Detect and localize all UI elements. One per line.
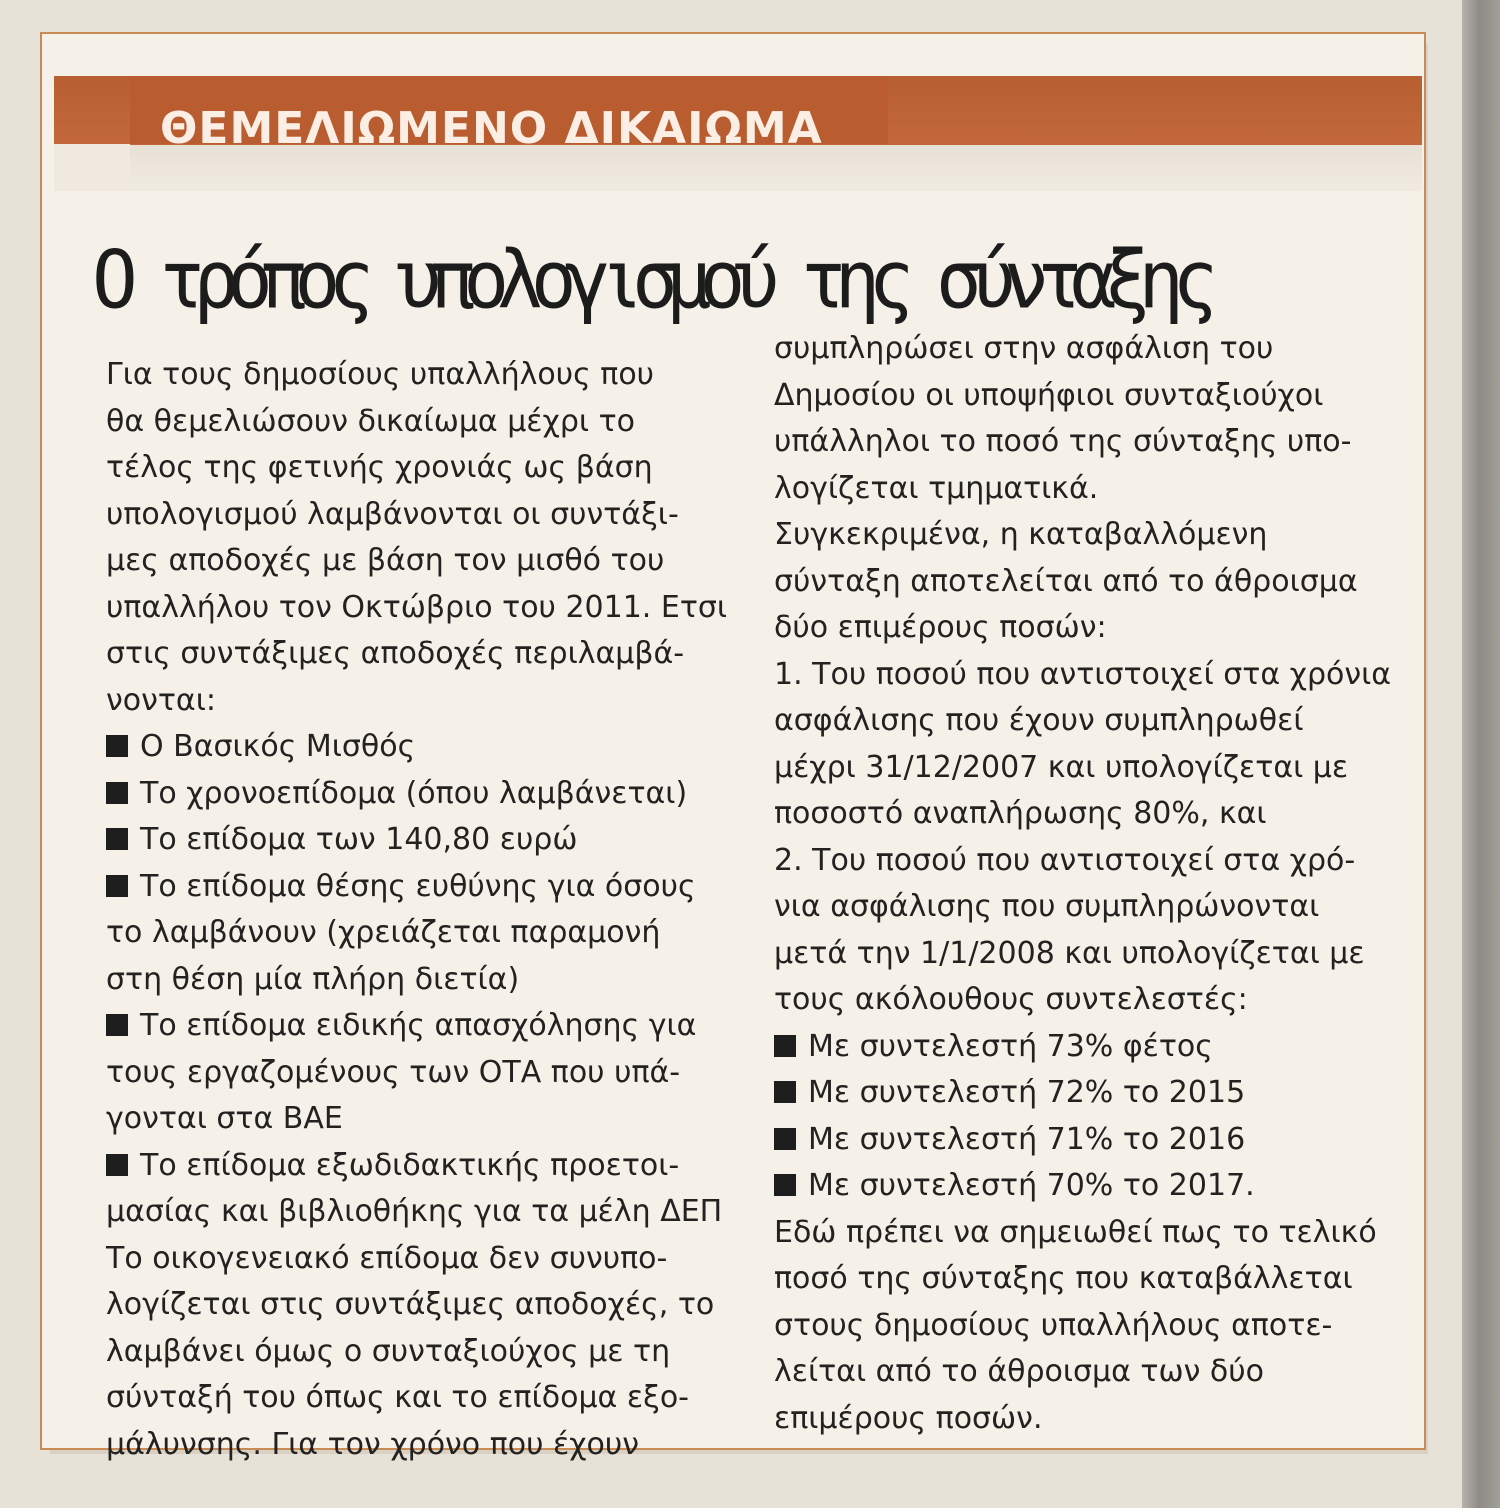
body-line — [774, 698, 1424, 745]
kicker-label: ΘΕΜΕΛΙΩΜΕΝΟ ΔΙΚΑΙΩΜΑ — [160, 103, 823, 154]
body-line — [774, 884, 1424, 931]
line-text: θα θεμελιώσουν δικαίωμα μέχρι το — [106, 403, 635, 439]
line-text: 2. Του ποσού που αντιστοιχεί στα χρό- — [774, 842, 1356, 878]
line-text: μάλυνσης. Για τον χρόνο που έχουν — [106, 1426, 640, 1462]
body-line — [106, 1329, 756, 1376]
line-text: Το επίδομα ειδικής απασχόλησης για — [140, 1008, 697, 1043]
line-text: Ο Βασικός Μισθός — [140, 729, 416, 764]
bullet-line — [774, 1163, 1424, 1210]
body-line — [106, 492, 756, 539]
line-text: συμπληρώσει στην ασφάλιση του — [774, 331, 1274, 366]
body-line — [106, 445, 756, 492]
bullet-line — [106, 1003, 756, 1050]
body-line — [774, 791, 1424, 838]
body-line — [774, 977, 1424, 1024]
line-text: στους δημοσίους υπαλλήλους αποτε- — [774, 1307, 1333, 1343]
line-text: δύο επιμέρους ποσών: — [774, 610, 1107, 645]
body-line — [106, 1050, 756, 1097]
line-text: ασφάλισης που έχουν συμπληρωθεί — [774, 703, 1304, 738]
bullet-line — [106, 771, 756, 818]
line-text: υπάλληλοι το ποσό της σύνταξης υπο- — [774, 424, 1352, 459]
headline: Ο τρόπος υπολογισμού της σύνταξης — [92, 232, 1206, 327]
body-line — [106, 1375, 756, 1422]
line-text: ποσό της σύνταξης που καταβάλλεται — [774, 1261, 1353, 1296]
body-line — [106, 957, 756, 1004]
line-text: Το οικογενειακό επίδομα δεν συνυπο- — [106, 1240, 668, 1276]
line-text: Το επίδομα θέσης ευθύνης για όσους — [140, 868, 696, 904]
line-text: λείται από το άθροισμα των δύο — [774, 1354, 1264, 1389]
body-line — [106, 352, 756, 399]
body-line — [774, 373, 1424, 420]
line-text: Με συντελεστή 70% το 2017. — [808, 1168, 1255, 1203]
line-text: σύνταξή του όπως και το επίδομα εξο- — [106, 1380, 689, 1415]
kicker-notch — [54, 144, 130, 191]
page-gutter-shadow — [1462, 0, 1500, 1508]
square-bullet-icon — [106, 875, 128, 897]
body-line — [774, 1256, 1424, 1303]
square-bullet-icon — [106, 782, 128, 804]
line-text: Το επίδομα των 140,80 ευρώ — [140, 822, 578, 857]
body-line — [774, 419, 1424, 466]
bullet-line — [106, 1143, 756, 1190]
body-line — [106, 631, 756, 678]
line-text: Το επίδομα εξωδιδακτικής προετοι- — [140, 1147, 680, 1183]
body-line — [106, 1096, 756, 1143]
line-text: μασίας και βιβλιοθήκης για τα μέλη ΔΕΠ — [106, 1194, 723, 1229]
body-line — [774, 1396, 1424, 1443]
square-bullet-icon — [106, 1014, 128, 1036]
body-line — [774, 1303, 1424, 1350]
line-text: νονται: — [106, 682, 216, 718]
line-text: μες αποδοχές με βάση τον μισθό του — [106, 543, 665, 578]
line-text: μέχρι 31/12/2007 και υπολογίζεται με — [774, 749, 1349, 785]
body-line — [774, 838, 1424, 885]
body-line — [774, 1210, 1424, 1257]
square-bullet-icon — [774, 1128, 796, 1150]
line-text: 1. Του ποσού που αντιστοιχεί στα χρόνια — [774, 656, 1392, 692]
line-text: Με συντελεστή 73% φέτος — [808, 1028, 1213, 1064]
line-text: Εδώ πρέπει να σημειωθεί πως το τελικό — [774, 1214, 1377, 1250]
bullet-line — [774, 1070, 1424, 1117]
body-line — [106, 678, 756, 725]
line-text: Δημοσίου οι υποψήφιοι συνταξιούχοι — [774, 377, 1324, 413]
line-text: τους ακόλουθους συντελεστές: — [774, 982, 1248, 1017]
adjacent-article-bleed-left — [0, 0, 40, 1508]
line-text: το λαμβάνουν (χρειάζεται παραμονή — [106, 915, 661, 950]
line-text: επιμέρους ποσών. — [774, 1400, 1043, 1436]
body-line — [774, 559, 1424, 606]
line-text: στη θέση μία πλήρη διετία) — [106, 961, 520, 997]
body-line — [106, 399, 756, 446]
square-bullet-icon — [106, 1154, 128, 1176]
bullet-line — [774, 1024, 1424, 1071]
body-line — [106, 910, 756, 957]
bullet-line — [106, 864, 756, 911]
body-line — [774, 1349, 1424, 1396]
line-text: ποσοστό αναπλήρωσης 80%, και — [774, 796, 1267, 831]
bullet-line — [106, 724, 756, 771]
line-text: Για τους δημοσίους υπαλλήλους που — [106, 357, 655, 392]
body-line — [106, 1422, 756, 1469]
body-line — [106, 1282, 756, 1329]
line-text: λαμβάνει όμως ο συνταξιούχος με τη — [106, 1333, 671, 1369]
body-line — [106, 585, 756, 632]
line-text: Συγκεκριμένα, η καταβαλλόμενη — [774, 517, 1268, 552]
line-text: γονται στα ΒΑΕ — [106, 1101, 343, 1136]
body-line — [774, 605, 1424, 652]
body-line — [106, 538, 756, 585]
body-line — [774, 512, 1424, 559]
body-line — [774, 466, 1424, 513]
left-column — [106, 352, 756, 1468]
square-bullet-icon — [106, 735, 128, 757]
body-line — [106, 1236, 756, 1283]
line-text: στις συντάξιμες αποδοχές περιλαμβά- — [106, 636, 685, 671]
square-bullet-icon — [106, 828, 128, 850]
square-bullet-icon — [774, 1174, 796, 1196]
article-box — [42, 34, 1424, 1462]
body-line — [106, 1189, 756, 1236]
right-column — [774, 326, 1424, 1442]
bullet-line — [774, 1117, 1424, 1164]
line-text: νια ασφάλισης που συμπληρώνονται — [774, 889, 1320, 924]
line-text: τέλος της φετινής χρονιάς ως βάση — [106, 450, 653, 485]
line-text: υπολογισμού λαμβάνονται οι συντάξι- — [106, 496, 679, 532]
square-bullet-icon — [774, 1081, 796, 1103]
line-text: τους εργαζομένους των ΟΤΑ που υπά- — [106, 1054, 681, 1090]
body-line — [774, 931, 1424, 978]
line-text: Με συντελεστή 72% το 2015 — [808, 1075, 1246, 1110]
bullet-line — [106, 817, 756, 864]
square-bullet-icon — [774, 1035, 796, 1057]
line-text: λογίζεται τμηματικά. — [774, 470, 1099, 506]
line-text: υπαλλήλου τον Οκτώβριο του 2011. Ετσι — [106, 589, 728, 625]
line-text: λογίζεται στις συντάξιμες αποδοχές, το — [106, 1287, 715, 1322]
line-text: Το χρονοεπίδομα (όπου λαμβάνεται) — [140, 775, 688, 811]
body-line — [774, 652, 1424, 699]
line-text: σύνταξη αποτελείται από το άθροισμα — [774, 563, 1358, 599]
body-line — [774, 326, 1424, 373]
line-text: Με συντελεστή 71% το 2016 — [808, 1121, 1246, 1157]
body-line — [774, 745, 1424, 792]
line-text: μετά την 1/1/2008 και υπολογίζεται με — [774, 935, 1365, 971]
